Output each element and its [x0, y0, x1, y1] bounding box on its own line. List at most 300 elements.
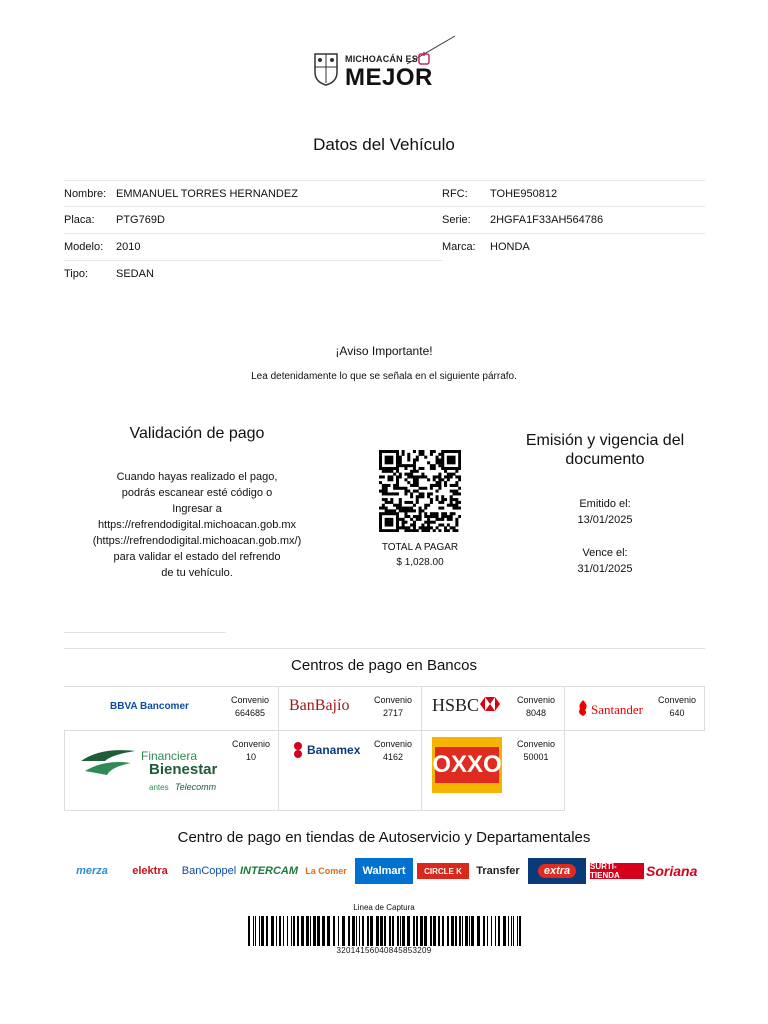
qr-module	[396, 450, 399, 453]
qr-module	[436, 512, 439, 515]
qr-module	[385, 524, 388, 527]
qr-module	[387, 524, 390, 527]
qr-module	[436, 456, 439, 459]
qr-module	[419, 487, 422, 490]
qr-module	[407, 456, 410, 459]
barcode-bar	[259, 916, 260, 946]
barcode-bar	[313, 916, 316, 946]
qr-module	[455, 504, 458, 507]
qr-module	[390, 478, 393, 481]
qr-module	[433, 475, 436, 478]
qr-module	[441, 495, 444, 498]
qr-module	[453, 492, 456, 495]
qr-module	[436, 458, 439, 461]
qr-module	[396, 478, 399, 481]
qr-module	[447, 515, 450, 518]
bienestar-name-c: antes	[149, 783, 169, 792]
barcode-bar	[317, 916, 320, 946]
qr-module	[421, 450, 424, 453]
qr-module	[387, 456, 390, 459]
qr-module	[399, 507, 402, 510]
barcode-bar	[342, 916, 345, 946]
store-bancoppel: BanCoppel	[181, 865, 237, 877]
qr-module	[404, 492, 407, 495]
qr-module	[399, 487, 402, 490]
qr-module	[453, 504, 456, 507]
qr-module	[416, 470, 419, 473]
qr-module	[396, 526, 399, 529]
modelo-value: 2010	[116, 241, 141, 253]
qr-module	[455, 484, 458, 487]
barcode-bar	[430, 916, 432, 946]
qr-module	[402, 464, 405, 467]
qr-module	[382, 490, 385, 493]
qr-module	[385, 470, 388, 473]
qr-module	[419, 492, 422, 495]
qr-module	[427, 504, 430, 507]
validation-text	[64, 469, 330, 581]
barcode-bar	[407, 916, 410, 946]
qr-module	[390, 509, 393, 512]
qr-module	[379, 456, 382, 459]
qr-module	[416, 478, 419, 481]
qr-module	[396, 521, 399, 524]
convenio-number: 640	[669, 708, 685, 718]
qr-module	[455, 529, 458, 532]
validation-line: para validar el estado del refrendo	[113, 551, 281, 563]
barcode-bar	[266, 916, 268, 946]
qr-module	[387, 512, 390, 515]
qr-module	[379, 490, 382, 493]
qr-module	[385, 518, 388, 521]
qr-code	[379, 450, 461, 532]
qr-module	[382, 504, 385, 507]
qr-module	[441, 453, 444, 456]
marca-value: HONDA	[490, 241, 530, 253]
qr-module	[402, 453, 405, 456]
qr-module	[444, 475, 447, 478]
qr-module	[450, 518, 453, 521]
qr-module	[410, 507, 413, 510]
qr-module	[410, 484, 413, 487]
qr-module	[421, 492, 424, 495]
qr-module	[438, 453, 441, 456]
qr-module	[390, 492, 393, 495]
qr-module	[385, 467, 388, 470]
oxxo-convenio	[510, 738, 562, 764]
bbva-convenio	[224, 694, 276, 720]
barcode-bar	[416, 916, 418, 946]
barcode-bar	[338, 916, 339, 946]
bank-cell-bbva	[64, 687, 279, 731]
qr-module	[450, 467, 453, 470]
logo-big-text: MEJOR	[345, 64, 433, 91]
qr-module	[453, 456, 456, 459]
validation-link[interactable]: (https://refrendodigital.michoacan.gob.mx/)	[92, 535, 302, 547]
qr-module	[424, 507, 427, 510]
barcode-bar	[455, 916, 457, 946]
qr-module	[416, 495, 419, 498]
qr-module	[404, 529, 407, 532]
qr-module	[450, 495, 453, 498]
qr-module	[416, 501, 419, 504]
qr-module	[458, 475, 461, 478]
qr-module	[399, 458, 402, 461]
banks-grid	[64, 686, 705, 811]
qr-module	[438, 518, 441, 521]
qr-module	[424, 456, 427, 459]
store-soriana: Soriana	[646, 863, 698, 879]
rfc-value: TOHE950812	[490, 188, 558, 200]
bank-cell-santander	[565, 687, 705, 731]
santander-convenio	[651, 694, 703, 720]
barcode-bar	[424, 916, 427, 946]
qr-module	[458, 458, 461, 461]
qr-module	[393, 504, 396, 507]
rfc-label: RFC:	[442, 188, 468, 200]
qr-module	[396, 484, 399, 487]
qr-module	[379, 464, 382, 467]
qr-module	[407, 515, 410, 518]
qr-module	[382, 498, 385, 501]
qr-module	[436, 526, 439, 529]
qr-module	[413, 478, 416, 481]
qr-module	[387, 484, 390, 487]
barcode-bar	[471, 916, 474, 946]
qr-module	[444, 498, 447, 501]
hsbc-logo: HSBC	[432, 695, 480, 715]
qr-module	[410, 495, 413, 498]
qr-module	[399, 518, 402, 521]
qr-module	[387, 461, 390, 464]
qr-module	[458, 464, 461, 467]
qr-module	[379, 515, 382, 518]
store-merza: merza	[76, 865, 108, 877]
qr-module	[387, 458, 390, 461]
validation-line: de tu vehículo.	[161, 567, 233, 579]
qr-module	[447, 473, 450, 476]
qr-module	[430, 521, 433, 524]
qr-module	[419, 518, 422, 521]
tipo-label: Tipo:	[64, 268, 89, 280]
qr-module	[427, 495, 430, 498]
qr-module	[438, 529, 441, 532]
barcode	[248, 916, 522, 946]
barcode-bar	[459, 916, 461, 946]
qr-module	[404, 512, 407, 515]
validation-title: Validación de pago	[129, 425, 265, 442]
qr-module	[379, 524, 382, 527]
barcode-bar	[451, 916, 454, 946]
qr-module	[430, 526, 433, 529]
qr-module	[416, 515, 419, 518]
qr-module	[450, 490, 453, 493]
qr-module	[402, 526, 405, 529]
qr-module	[399, 501, 402, 504]
qr-module	[404, 478, 407, 481]
qr-module	[447, 458, 450, 461]
qr-module	[379, 507, 382, 510]
qr-module	[379, 512, 382, 515]
qr-module	[455, 490, 458, 493]
qr-module	[421, 495, 424, 498]
oxxo-logo	[432, 737, 502, 793]
qr-module	[410, 464, 413, 467]
qr-module	[416, 529, 419, 532]
qr-module	[427, 526, 430, 529]
qr-module	[393, 473, 396, 476]
store-intercam: INTERCAM	[239, 865, 299, 877]
qr-module	[430, 453, 433, 456]
notice-text: Lea detenidamente lo que se señala en el siguiente párrafo.	[251, 371, 517, 382]
qr-module	[450, 504, 453, 507]
qr-module	[444, 470, 447, 473]
qr-module	[390, 521, 393, 524]
qr-module	[399, 456, 402, 459]
qr-module	[438, 524, 441, 527]
qr-module	[407, 481, 410, 484]
qr-module	[390, 498, 393, 501]
divider	[64, 648, 705, 649]
qr-module	[410, 470, 413, 473]
qr-module	[404, 515, 407, 518]
qr-module	[455, 467, 458, 470]
qr-module	[396, 475, 399, 478]
barcode-bar	[359, 916, 360, 946]
qr-module	[387, 518, 390, 521]
qr-module	[413, 458, 416, 461]
barcode-bar	[276, 916, 277, 946]
store-extra	[528, 858, 586, 884]
qr-module	[436, 461, 439, 464]
qr-module	[396, 507, 399, 510]
qr-module	[407, 453, 410, 456]
barcode-bar	[261, 916, 264, 946]
logo-small-text: MICHOACÁN ES	[345, 54, 418, 64]
barcode-bar	[465, 916, 468, 946]
total-amount: $ 1,028.00	[396, 557, 444, 568]
qr-module	[458, 467, 461, 470]
qr-module	[387, 450, 390, 453]
santander-logo: Santander	[591, 702, 643, 717]
qr-module	[438, 501, 441, 504]
qr-module	[441, 512, 444, 515]
qr-module	[407, 509, 410, 512]
qr-module	[385, 490, 388, 493]
barcode-bar	[248, 916, 250, 946]
bank-cell-bienestar	[64, 731, 279, 811]
row-modelo	[64, 233, 442, 260]
qr-module	[390, 518, 393, 521]
qr-module	[421, 487, 424, 490]
row-placa	[64, 206, 442, 233]
validation-line: Ingresar a	[172, 503, 222, 515]
qr-module	[444, 484, 447, 487]
qr-module	[413, 490, 416, 493]
qr-module	[438, 461, 441, 464]
store-transfer: Transfer	[476, 865, 520, 877]
qr-module	[390, 529, 393, 532]
qr-module	[421, 509, 424, 512]
qr-module	[455, 450, 458, 453]
qr-module	[390, 475, 393, 478]
qr-module	[385, 492, 388, 495]
capture-number: 32014156040845853209	[336, 946, 432, 955]
michoacan-logo	[312, 40, 462, 92]
qr-module	[419, 467, 422, 470]
qr-module	[438, 464, 441, 467]
qr-module	[433, 515, 436, 518]
qr-module	[441, 515, 444, 518]
convenio-number: 10	[245, 752, 256, 762]
qr-module	[427, 524, 430, 527]
hsbc-hexagon-icon	[480, 697, 500, 711]
validation-line: podrás escanear esté código o	[121, 487, 273, 499]
qr-module	[379, 481, 382, 484]
barcode-bar	[384, 916, 386, 946]
qr-module	[387, 501, 390, 504]
validation-link[interactable]: https://refrendodigital.michoacan.gob.mx	[97, 519, 297, 531]
qr-module	[444, 481, 447, 484]
qr-module	[390, 470, 393, 473]
qr-module	[421, 524, 424, 527]
bienestar-name-a: Financiera	[141, 749, 198, 763]
capture-label: Linea de Captura	[353, 903, 415, 912]
qr-module	[458, 453, 461, 456]
store-walmart: Walmart	[355, 858, 413, 884]
row-tipo	[64, 260, 442, 287]
qr-module	[396, 529, 399, 532]
qr-module	[455, 470, 458, 473]
qr-module	[453, 512, 456, 515]
qr-module	[447, 524, 450, 527]
qr-module	[407, 473, 410, 476]
row-serie	[442, 206, 705, 233]
modelo-label: Modelo:	[64, 241, 104, 253]
nombre-label: Nombre:	[64, 188, 107, 200]
barcode-bar	[376, 916, 379, 946]
qr-module	[396, 492, 399, 495]
qr-module	[404, 490, 407, 493]
qr-module	[436, 481, 439, 484]
marca-label: Marca:	[442, 241, 476, 253]
barcode-bar	[301, 916, 304, 946]
qr-module	[453, 498, 456, 501]
qr-module	[399, 464, 402, 467]
qr-module	[430, 512, 433, 515]
qr-module	[413, 484, 416, 487]
qr-module	[455, 492, 458, 495]
qr-module	[396, 481, 399, 484]
qr-module	[402, 487, 405, 490]
qr-module	[447, 461, 450, 464]
qr-module	[427, 492, 430, 495]
qr-module	[433, 464, 436, 467]
page-title: Datos del Vehículo	[313, 135, 455, 154]
qr-module	[410, 492, 413, 495]
qr-module	[424, 529, 427, 532]
qr-module	[458, 450, 461, 453]
qr-module	[413, 475, 416, 478]
qr-module	[455, 481, 458, 484]
qr-module	[421, 475, 424, 478]
qr-module	[379, 453, 382, 456]
qr-module	[390, 467, 393, 470]
qr-module	[402, 524, 405, 527]
serie-value: 2HGFA1F33AH564786	[490, 214, 604, 226]
qr-module	[455, 524, 458, 527]
bank-cell-oxxo	[422, 731, 565, 811]
qr-module	[441, 456, 444, 459]
barcode-bar	[271, 916, 274, 946]
cable-car-icon	[407, 34, 457, 70]
banbajio-logo: BanBajío	[289, 697, 350, 714]
qr-module	[396, 453, 399, 456]
qr-module	[382, 450, 385, 453]
qr-module	[416, 484, 419, 487]
qr-module	[390, 461, 393, 464]
qr-module	[407, 475, 410, 478]
qr-module	[407, 458, 410, 461]
hsbc-convenio	[510, 694, 562, 720]
barcode-bar	[442, 916, 444, 946]
qr-module	[407, 507, 410, 510]
qr-module	[444, 529, 447, 532]
qr-module	[438, 475, 441, 478]
qr-module	[390, 458, 393, 461]
qr-module	[455, 501, 458, 504]
qr-module	[404, 509, 407, 512]
qr-module	[438, 458, 441, 461]
barcode-bar	[402, 916, 405, 946]
barcode-bar	[348, 916, 350, 946]
qr-module	[447, 518, 450, 521]
emission-title-line2: documento	[565, 451, 645, 468]
qr-module	[385, 458, 388, 461]
qr-module	[385, 456, 388, 459]
qr-module	[416, 458, 419, 461]
qr-module	[385, 450, 388, 453]
qr-module	[379, 467, 382, 470]
qr-module	[450, 484, 453, 487]
qr-module	[396, 515, 399, 518]
qr-module	[379, 458, 382, 461]
qr-module	[419, 507, 422, 510]
qr-module	[450, 456, 453, 459]
santander-flame-icon	[577, 700, 589, 716]
qr-module	[410, 529, 413, 532]
qr-module	[430, 492, 433, 495]
qr-module	[447, 504, 450, 507]
qr-module	[453, 484, 456, 487]
qr-module	[407, 526, 410, 529]
barcode-bar	[519, 916, 521, 946]
bienestar-leaf-icon	[81, 747, 135, 775]
qr-module	[416, 498, 419, 501]
qr-module	[390, 524, 393, 527]
qr-module	[438, 478, 441, 481]
qr-module	[438, 507, 441, 510]
qr-module	[413, 509, 416, 512]
barcode-bar	[293, 916, 295, 946]
qr-module	[382, 529, 385, 532]
barcode-bar	[438, 916, 440, 946]
qr-module	[416, 481, 419, 484]
qr-module	[421, 453, 424, 456]
qr-module	[430, 498, 433, 501]
qr-module	[455, 518, 458, 521]
barcode-bar	[389, 916, 391, 946]
